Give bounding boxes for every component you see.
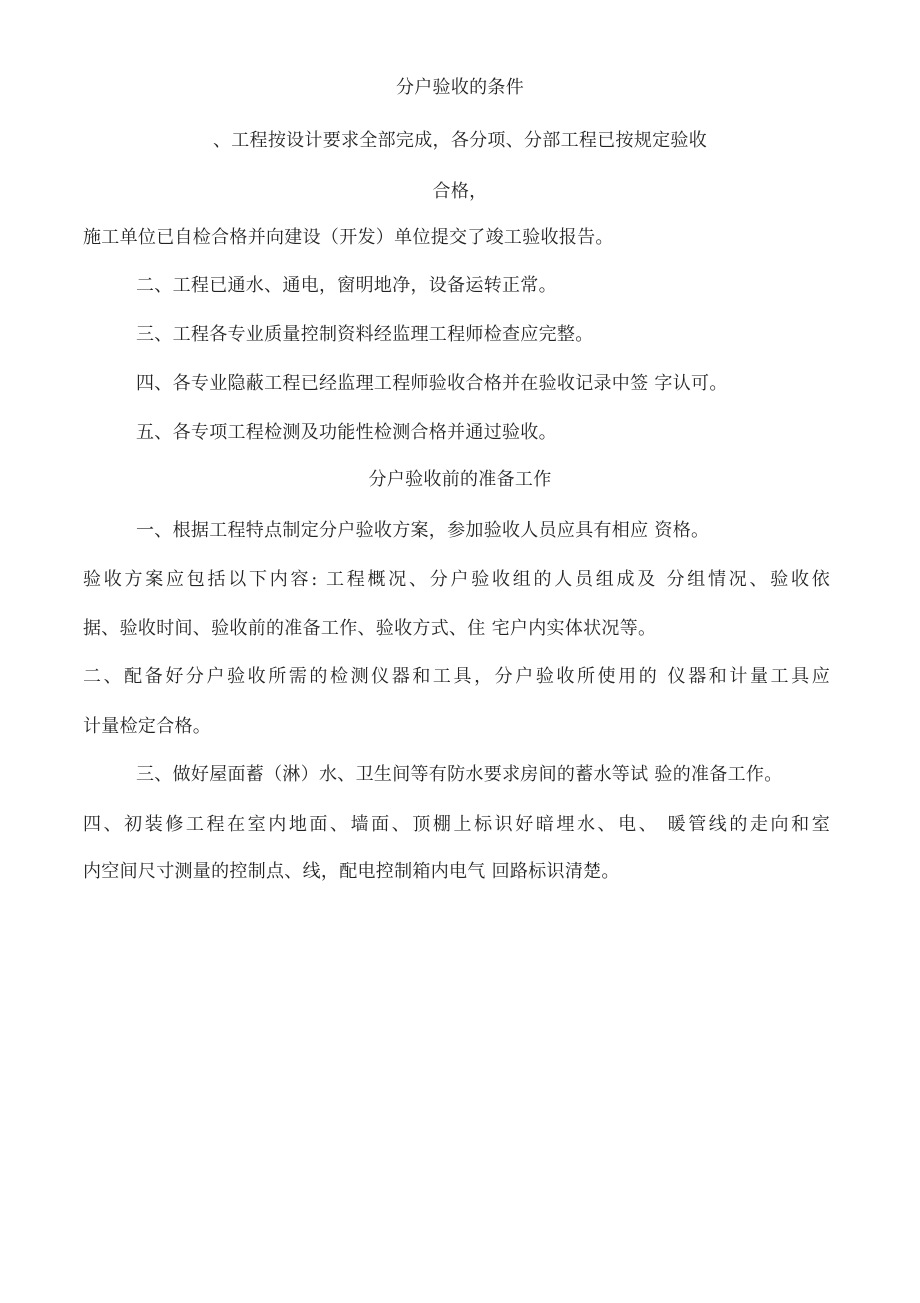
- condition-1-line-3: 施工单位已自检合格并向建设（开发）单位提交了竣工验收报告。: [83, 227, 614, 248]
- condition-4: 四、各专业隐蔽工程已经监理工程师验收合格并在验收记录中签 字认可。: [136, 373, 728, 394]
- condition-1-line-1: 、工程按设计要求全部完成，各分项、分部工程已按规定验收: [212, 130, 708, 151]
- preparation-4-line-1: 四、初装修工程在室内地面、墙面、顶棚上标识好暗埋水、电、 暖管线的走向和室: [83, 814, 830, 835]
- preparation-1b-line-2: 据、验收时间、验收前的准备工作、验收方式、住 宅户内实体状况等。: [83, 618, 657, 639]
- section-title-preparation-work: 分户验收前的准备工作: [368, 469, 552, 490]
- condition-5: 五、各专项工程检测及功能性检测合格并通过验收。: [136, 422, 557, 443]
- preparation-4-line-2: 内空间尺寸测量的控制点、线，配电控制箱内电气 回路标识清楚。: [83, 861, 620, 882]
- section-title-acceptance-conditions: 分户验收的条件: [395, 77, 525, 98]
- condition-2: 二、工程已通水、通电，窗明地净，设备运转正常。: [136, 275, 557, 296]
- preparation-3: 三、做好屋面蓄（淋）水、卫生间等有防水要求房间的蓄水等试 验的准备工作。: [136, 764, 783, 785]
- preparation-2-line-1: 二、配备好分户验收所需的检测仪器和工具，分户验收所使用的 仪器和计量工具应: [83, 666, 830, 687]
- preparation-1: 一、根据工程特点制定分户验收方案，参加验收人员应具有相应 资格。: [136, 520, 710, 541]
- condition-3: 三、工程各专业质量控制资料经监理工程师检查应完整。: [136, 324, 594, 345]
- preparation-2-line-2: 计量检定合格。: [83, 716, 212, 737]
- condition-1-line-2: 合格，: [432, 181, 488, 202]
- preparation-1b-line-1: 验收方案应包括以下内容: 工程概况、分户验收组的人员组成及 分组情况、验收依: [83, 569, 830, 590]
